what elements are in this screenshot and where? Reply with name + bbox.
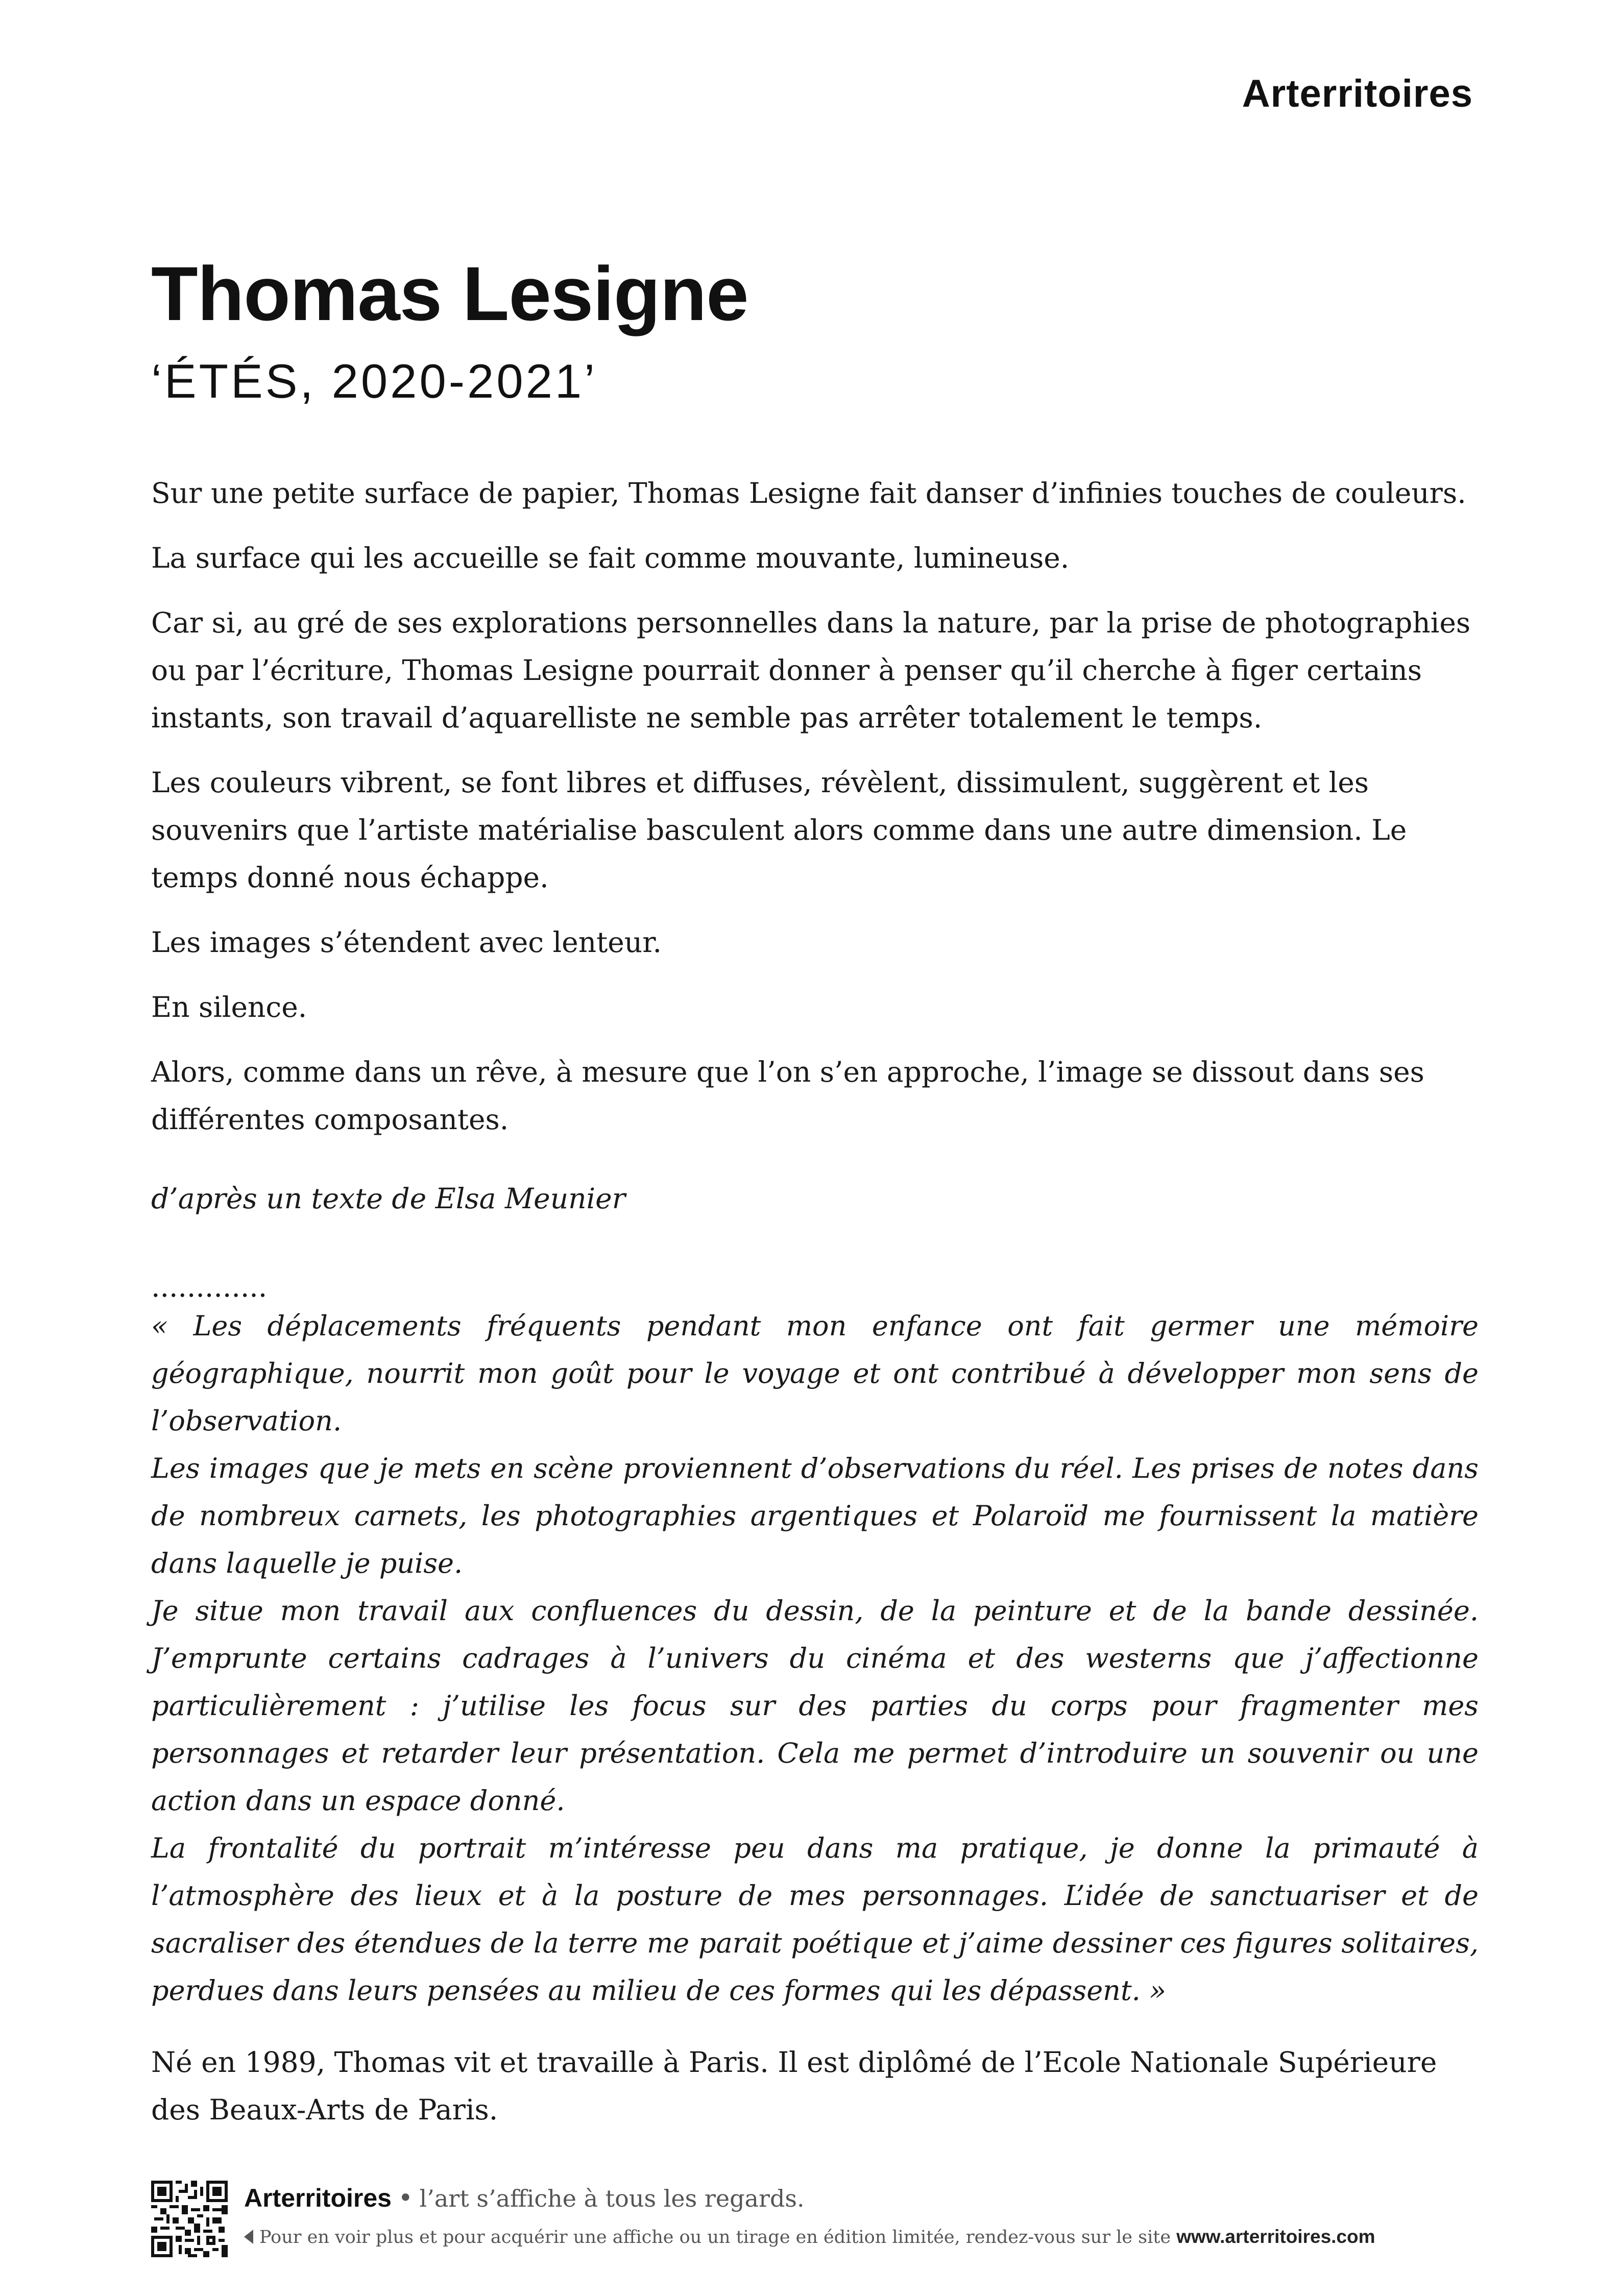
footer-brand-line [244, 2182, 805, 2215]
triangle-left-icon [244, 2230, 253, 2244]
footer-bullet: • [398, 2183, 413, 2213]
footer-brand: Arterritoires [244, 2184, 392, 2212]
paragraph: Les couleurs vibrent, se font libres et diffuses, révèlent, dissimulent, suggèrent et les souvenirs que l’artiste matérialise basculent alors comme dans une autre dimension. Le temps donné nous échappe. [151, 766, 1407, 894]
paragraph: En silence. [151, 991, 307, 1023]
footer-info: Pour en voir plus et pour acquérir une affiche ou un tirage en édition limitée, rendez-vous sur le site [259, 2227, 1171, 2248]
footer-tagline: l’art s’affiche à tous les regards. [419, 2185, 805, 2212]
artist-name-title: Thomas Lesigne [151, 251, 748, 336]
header-brand: Arterritoires [1242, 72, 1473, 115]
website-link[interactable]: www.arterritoires.com [1176, 2226, 1375, 2247]
quote-line: Je situe mon travail aux confluences du dessin, de la peinture et de la bande dessinée. J’emprunte certains cadrages à l’univers du cinéma et des westerns que j’affectionne particulièrement : j’utilise les focus sur des parties du corps pour fragmenter mes personnages et retarder leur présentation. Cela me permet d’introduire un souvenir ou une action dans un espace donné. [151, 1595, 1479, 1817]
dotted-separator: ............. [151, 1271, 268, 1303]
body-text [151, 470, 1479, 2151]
qr-code-icon [151, 2181, 228, 2257]
text-credit: d’après un texte de Elsa Meunier [151, 1182, 625, 1215]
paragraph: Sur une petite surface de papier, Thomas Lesigne fait danser d’infinies touches de couleurs. [151, 477, 1466, 509]
footer-info-line [244, 2222, 1375, 2252]
quote-line: Les images que je mets en scène proviennent d’observations du réel. Les prises de notes dans de nombreux carnets, les photographies argentiques et Polaroïd me fournissent la matière dans laquelle je puise. [151, 1452, 1479, 1579]
quote-line: La frontalité du portrait m’intéresse peu dans ma pratique, je donne la primauté à l’atmosphère des lieux et à la posture de mes personnages. L’idée de sanctuariser et de sacraliser des étendues de la terre me parait poétique et j’aime dessiner ces figures solitaires, perdues dans leurs pensées au milieu de ces formes qui les dépassent. » [151, 1832, 1479, 2007]
paragraph: Alors, comme dans un rêve, à mesure que l’on s’en approche, l’image se dissout dans ses différentes composantes. [151, 1056, 1424, 1136]
paragraph: Les images s’étendent avec lenteur. [151, 926, 662, 959]
paragraph: Car si, au gré de ses explorations personnelles dans la nature, par la prise de photographies ou par l’écriture, Thomas Lesigne pourrait donner à penser qu’il cherche à figer certains instants, son travail d’aquarelliste ne semble pas arrêter totalement le temps. [151, 606, 1471, 734]
paragraph: La surface qui les accueille se fait comme mouvante, lumineuse. [151, 542, 1070, 574]
footer [151, 2181, 1479, 2262]
artist-bio: Né en 1989, Thomas vit et travaille à Paris. Il est diplômé de l’Ecole Nationale Supérieure des Beaux-Arts de Paris. [151, 2046, 1437, 2126]
exhibition-subtitle: ‘ÉTÉS, 2020-2021’ [151, 354, 598, 408]
quote-line: « Les déplacements fréquents pendant mon enfance ont fait germer une mémoire géographique, nourrit mon goût pour le voyage et ont contribué à développer mon sens de l’observation. [151, 1310, 1479, 1437]
artist-quote [151, 1302, 1479, 2014]
